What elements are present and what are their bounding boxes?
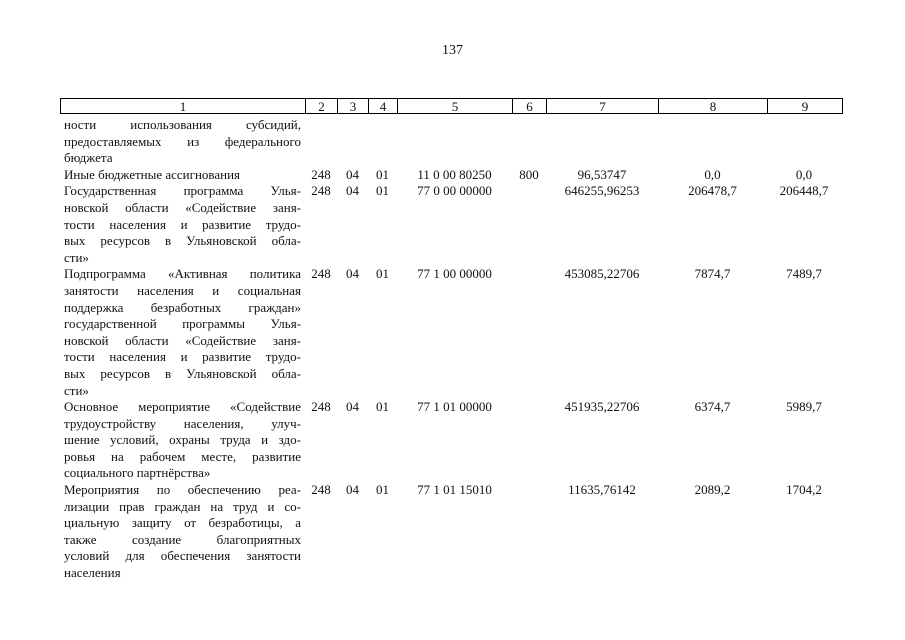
col-8-value [658, 117, 767, 167]
col-4-value: 01 [376, 266, 389, 282]
col-8-value: 7874,7 [694, 266, 731, 282]
col-6-value: 800 [519, 166, 539, 182]
col-7-value [546, 117, 658, 167]
row-description [60, 167, 305, 184]
row-description [60, 117, 305, 167]
col-5-value: 77 1 01 00000 [417, 399, 492, 415]
description-line: также создание благоприятных [64, 531, 301, 547]
col-3-value: 04 [346, 166, 359, 182]
description-line: поддержка безработных граждан» [64, 299, 301, 315]
table-row [60, 399, 843, 482]
col-6-value [512, 117, 546, 167]
col-9-value: 206448,7 [779, 183, 829, 199]
table-row [60, 117, 843, 167]
description-line: бюджета [64, 150, 113, 166]
col-4-value: 01 [376, 166, 389, 182]
col-2-value: 248 [311, 482, 331, 498]
description-line: государственной программы Улья- [64, 316, 301, 332]
description-line: Подпрограмма «Активная политика [64, 266, 301, 282]
description-line: сти» [64, 249, 89, 265]
header-col-3: 3 [338, 99, 369, 113]
col-2-value: 248 [311, 399, 331, 415]
description-line: тости населения и развитие трудо- [64, 216, 301, 232]
col-6-value [512, 399, 546, 482]
row-description [60, 399, 305, 482]
description-line: лизации прав граждан на труд и со- [64, 498, 301, 514]
col-6-value [512, 266, 546, 399]
description-line: новской области «Содействие заня- [64, 199, 301, 215]
header-col-1: 1 [61, 99, 306, 113]
col-9-value [767, 117, 841, 167]
description-line: ровья на рабочем месте, развитие [64, 448, 301, 464]
col-9-value: 1704,2 [786, 482, 822, 498]
table-header [60, 98, 843, 114]
description-line: трудоустройству населения, улуч- [64, 415, 301, 431]
col-9-value: 5989,7 [786, 399, 822, 415]
col-6-value [512, 482, 546, 582]
col-4-value: 01 [376, 183, 389, 199]
header-col-4: 4 [369, 99, 398, 113]
page-number: 137 [442, 43, 463, 58]
col-3-value: 04 [346, 482, 359, 498]
col-3-value: 04 [346, 399, 359, 415]
col-6-value [512, 183, 546, 266]
col-3-value: 04 [346, 266, 359, 282]
col-2-value: 248 [311, 183, 331, 199]
description-line: Основное мероприятие «Содействие [64, 399, 301, 415]
col-4-value [368, 117, 397, 167]
description-line: вых ресурсов в Ульяновской обла- [64, 365, 301, 381]
col-5-value: 11 0 00 80250 [417, 166, 492, 182]
header-col-5: 5 [398, 99, 513, 113]
col-7-value: 11635,76142 [568, 482, 636, 498]
col-4-value: 01 [376, 399, 389, 415]
budget-table-body [60, 117, 843, 582]
col-7-value: 96,53747 [577, 166, 627, 182]
description-line: Мероприятия по обеспечению реа- [64, 482, 301, 498]
row-description [60, 266, 305, 399]
header-col-8: 8 [659, 99, 768, 113]
table-row [60, 183, 843, 266]
col-9-value: 0,0 [795, 166, 813, 182]
table-row [60, 482, 843, 582]
col-5-value: 77 1 01 15010 [417, 482, 492, 498]
col-7-value: 646255,96253 [564, 183, 640, 199]
col-2-value [305, 117, 337, 167]
col-2-value: 248 [311, 166, 331, 182]
description-line: новской области «Содействие заня- [64, 332, 301, 348]
header-col-7: 7 [547, 99, 659, 113]
col-3-value [337, 117, 368, 167]
description-line: циальную защиту от безработицы, а [64, 515, 301, 531]
header-col-9: 9 [801, 99, 809, 114]
table-row [60, 167, 843, 184]
description-line: вых ресурсов в Ульяновской обла- [64, 233, 301, 249]
description-line: предоставляемых из федерального [64, 133, 301, 149]
col-3-value: 04 [346, 183, 359, 199]
table-row [60, 266, 843, 399]
description-line: тости населения и развитие трудо- [64, 349, 301, 365]
col-7-value: 451935,22706 [564, 399, 640, 415]
description-line: Иные бюджетные ассигнования [64, 166, 241, 182]
col-8-value: 206478,7 [688, 183, 737, 199]
col-8-value: 0,0 [704, 166, 721, 182]
description-line: занятости населения и социальная [64, 282, 301, 298]
row-description [60, 183, 305, 266]
description-line: населения [64, 565, 121, 581]
description-line: социального партнёрства» [64, 465, 211, 481]
description-line: условий для обеспечения занятости [64, 548, 301, 564]
col-9-value: 7489,7 [786, 266, 822, 282]
description-line: Государственная программа Улья- [64, 183, 301, 199]
description-line: шение условий, охраны труда и здо- [64, 432, 301, 448]
header-col-6: 6 [513, 99, 547, 113]
col-2-value: 248 [311, 266, 331, 282]
col-4-value: 01 [376, 482, 389, 498]
col-5-value: 77 0 00 00000 [417, 183, 492, 199]
col-5-value [397, 117, 512, 167]
description-line: ности использования субсидий, [64, 117, 301, 132]
col-7-value: 453085,22706 [564, 266, 640, 282]
col-5-value: 77 1 00 00000 [417, 266, 492, 282]
description-line: сти» [64, 382, 89, 398]
row-description [60, 482, 305, 582]
col-8-value: 6374,7 [694, 399, 731, 415]
header-col-2: 2 [306, 99, 338, 113]
col-8-value: 2089,2 [694, 482, 731, 498]
